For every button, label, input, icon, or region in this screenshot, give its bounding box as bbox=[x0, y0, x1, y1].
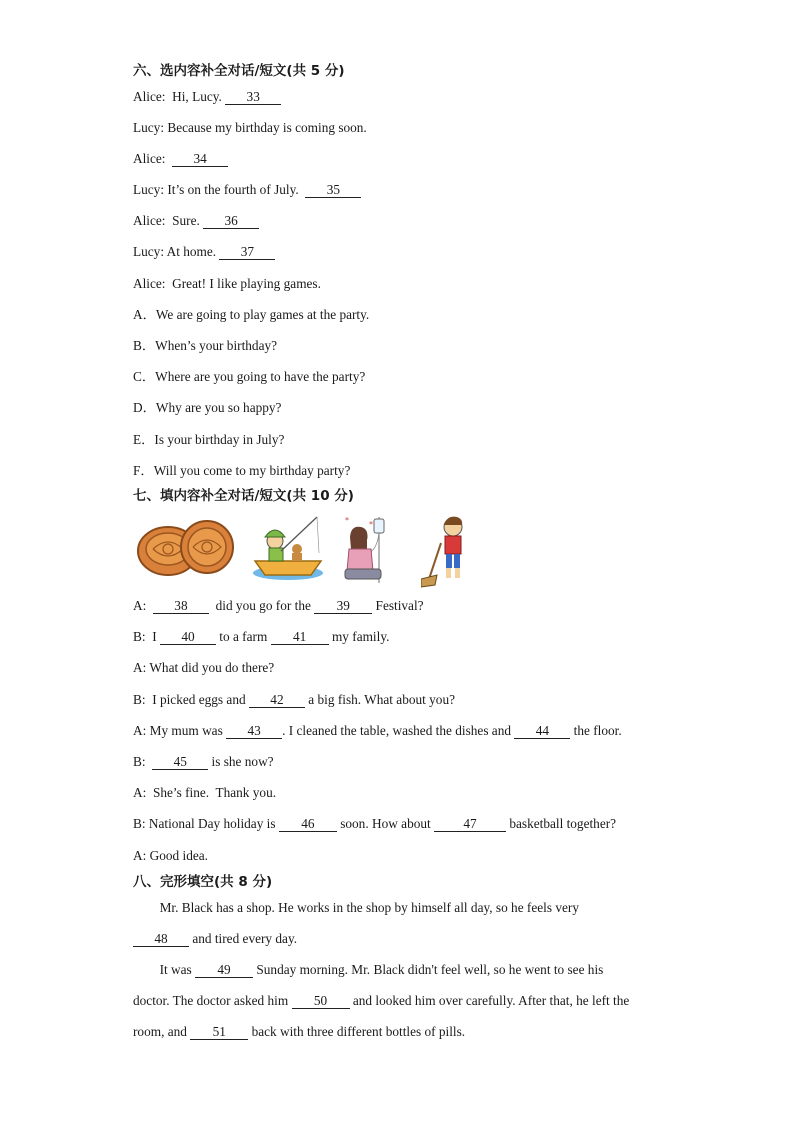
dialogue-line bbox=[133, 120, 367, 136]
line-text: Lucy: At home. bbox=[133, 244, 220, 259]
line-text: the floor. bbox=[570, 723, 622, 738]
line-text: B: National Day holiday is bbox=[133, 816, 279, 831]
passage-line bbox=[133, 900, 579, 916]
passage-line bbox=[133, 962, 603, 978]
option-item bbox=[133, 400, 281, 416]
passage-line bbox=[133, 1024, 465, 1040]
svg-text:*: * bbox=[345, 516, 349, 525]
answer-blank-33[interactable]: 33 bbox=[225, 90, 281, 105]
fishing-boat-picture bbox=[251, 513, 325, 583]
dialogue-line bbox=[133, 785, 276, 801]
answer-blank-48[interactable]: 48 bbox=[133, 932, 189, 947]
answer-blank-44[interactable]: 44 bbox=[514, 724, 570, 739]
dialogue-line bbox=[133, 754, 274, 770]
answer-blank-36[interactable]: 36 bbox=[203, 214, 259, 229]
answer-blank-46[interactable]: 46 bbox=[279, 817, 337, 832]
boy-sweeping-picture bbox=[421, 513, 477, 589]
line-text: doctor. The doctor asked him bbox=[133, 993, 292, 1008]
answer-blank-35[interactable]: 35 bbox=[305, 183, 361, 198]
answer-blank-47[interactable]: 47 bbox=[434, 817, 506, 832]
line-text: to a farm bbox=[215, 629, 271, 644]
line-text: room, and bbox=[133, 1024, 191, 1039]
line-text: a big fish. What about you? bbox=[304, 692, 456, 707]
line-text: . I cleaned the table, washed the dishes and bbox=[282, 723, 515, 738]
line-text: Lucy: It’s on the fourth of July. bbox=[133, 182, 306, 197]
answer-blank-37[interactable]: 37 bbox=[219, 245, 275, 260]
picture-row bbox=[135, 513, 485, 589]
answer-blank-40[interactable]: 40 bbox=[160, 630, 216, 645]
dialogue-line bbox=[133, 182, 361, 198]
line-text: It was bbox=[133, 962, 196, 977]
line-text: A: She’s fine. Thank you. bbox=[133, 785, 277, 800]
option-item bbox=[133, 338, 277, 354]
line-text: A: bbox=[133, 598, 153, 613]
line-text: Sunday morning. Mr. Black didn't feel well, so he went to see his bbox=[253, 962, 604, 977]
line-text: Festival? bbox=[372, 598, 424, 613]
line-text: and tired every day. bbox=[189, 931, 298, 946]
answer-blank-41[interactable]: 41 bbox=[271, 630, 329, 645]
passage-line bbox=[133, 931, 297, 947]
line-text: A: Good idea. bbox=[133, 848, 208, 863]
dialogue-line bbox=[133, 598, 424, 614]
line-text: basketball together? bbox=[506, 816, 617, 831]
sick-mother-picture bbox=[341, 513, 397, 585]
answer-blank-49[interactable]: 49 bbox=[195, 963, 253, 978]
dialogue-line bbox=[133, 276, 321, 292]
line-text: A: What did you do there? bbox=[133, 660, 275, 675]
mooncakes-picture bbox=[135, 513, 235, 579]
section8-heading: 八、完形填空(共 8 分) bbox=[133, 874, 273, 890]
dialogue-line bbox=[133, 244, 275, 260]
answer-blank-45[interactable]: 45 bbox=[152, 755, 208, 770]
dialogue-line bbox=[133, 848, 208, 864]
passage-line bbox=[133, 993, 629, 1009]
line-text: and looked him over carefully. After that, he left the bbox=[349, 993, 630, 1008]
line-text: Mr. Black has a shop. He works in the shop by himself all day, so he feels very bbox=[133, 900, 579, 915]
answer-blank-34[interactable]: 34 bbox=[172, 152, 228, 167]
dialogue-line bbox=[133, 151, 228, 167]
line-text: did you go for the bbox=[208, 598, 315, 613]
line-text: D．Why are you so happy? bbox=[133, 400, 282, 415]
section7-heading: 七、填内容补全对话/短文(共 10 分) bbox=[133, 488, 354, 504]
dialogue-line bbox=[133, 692, 455, 708]
option-item bbox=[133, 369, 365, 385]
answer-blank-38[interactable]: 38 bbox=[153, 599, 209, 614]
line-text: soon. How about bbox=[336, 816, 435, 831]
line-text: Alice: Great! I like playing games. bbox=[133, 276, 321, 291]
dialogue-line bbox=[133, 213, 259, 229]
line-text: B．When’s your birthday? bbox=[133, 338, 278, 353]
line-text: back with three different bottles of pills. bbox=[248, 1024, 466, 1039]
line-text: my family. bbox=[328, 629, 390, 644]
line-text: Alice: Sure. bbox=[133, 213, 204, 228]
line-text: E．Is your birthday in July? bbox=[133, 432, 285, 447]
dialogue-line bbox=[133, 723, 622, 739]
line-text: C．Where are you going to have the party? bbox=[133, 369, 366, 384]
dialogue-line bbox=[133, 89, 281, 105]
answer-blank-50[interactable]: 50 bbox=[292, 994, 350, 1009]
dialogue-line bbox=[133, 660, 274, 676]
option-item bbox=[133, 432, 284, 448]
line-text: A．We are going to play games at the party. bbox=[133, 307, 370, 322]
option-item bbox=[133, 463, 350, 479]
line-text: is she now? bbox=[208, 754, 274, 769]
answer-blank-51[interactable]: 51 bbox=[190, 1025, 248, 1040]
line-text: Alice: Hi, Lucy. bbox=[133, 89, 226, 104]
line-text: F．Will you come to my birthday party? bbox=[133, 463, 351, 478]
answer-blank-39[interactable]: 39 bbox=[314, 599, 372, 614]
line-text: Lucy: Because my birthday is coming soon. bbox=[133, 120, 367, 135]
line-text: Alice: bbox=[133, 151, 173, 166]
answer-blank-43[interactable]: 43 bbox=[226, 724, 282, 739]
line-text: B: I picked eggs and bbox=[133, 692, 249, 707]
line-text: A: My mum was bbox=[133, 723, 227, 738]
dialogue-line bbox=[133, 816, 616, 832]
svg-text:*: * bbox=[369, 520, 373, 529]
line-text: B: I bbox=[133, 629, 160, 644]
answer-blank-42[interactable]: 42 bbox=[249, 693, 305, 708]
option-item bbox=[133, 307, 369, 323]
section6-heading: 六、选内容补全对话/短文(共 5 分) bbox=[133, 63, 345, 79]
line-text: B: bbox=[133, 754, 153, 769]
dialogue-line bbox=[133, 629, 389, 645]
